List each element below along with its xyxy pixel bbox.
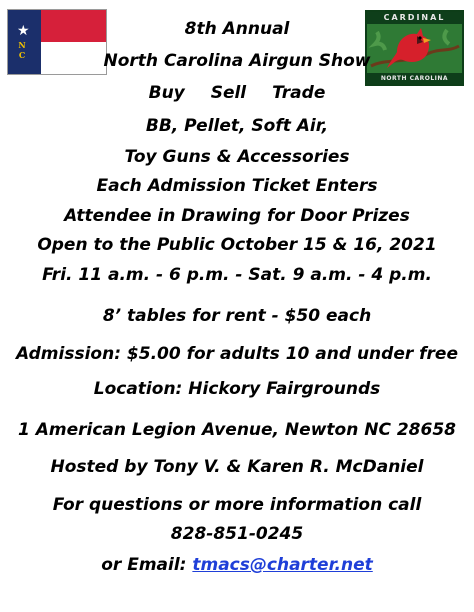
show-title: North Carolina Airgun Show [103, 51, 371, 71]
trade-label: Trade [272, 83, 326, 103]
sell-label: Sell [210, 83, 247, 103]
address-line: 1 American Legion Avenue, Newton NC 28658 [18, 420, 456, 440]
tables-line: 8’ tables for rent - $50 each [102, 306, 372, 326]
edition-line: 8th Annual [184, 19, 290, 39]
dates-line: Open to the Public October 15 & 16, 2021 [37, 235, 437, 255]
buy-label: Buy [148, 83, 185, 103]
emblem-top-label: CARDINAL [367, 12, 462, 24]
email-prefix: or Email: [101, 555, 187, 575]
star-icon: ★ [17, 23, 30, 39]
buy-sell-trade-line [0, 82, 474, 104]
admission-line: Admission: $5.00 for adults 10 and under free [16, 344, 458, 364]
products-line-2: Toy Guns & Accessories [124, 147, 350, 167]
hours-line: Fri. 11 a.m. - 6 p.m. - Sat. 9 a.m. - 4 p.m. [42, 265, 432, 285]
products-line-1: BB, Pellet, Soft Air, [145, 116, 329, 136]
ticket-line-1: Each Admission Ticket Enters [96, 176, 378, 196]
emblem-bottom-label: NORTH CAROLINA [367, 73, 462, 84]
ticket-line-2: Attendee in Drawing for Door Prizes [64, 206, 410, 226]
email-line [0, 554, 474, 576]
location-line: Location: Hickory Fairgrounds [93, 379, 381, 399]
phone-number: 828-851-0245 [170, 524, 304, 544]
email-link[interactable]: tmacs@charter.net [192, 555, 373, 575]
questions-line: For questions or more information call [52, 495, 422, 515]
flag-letters: N C [18, 40, 32, 60]
hosts-line: Hosted by Tony V. & Karen R. McDaniel [50, 457, 424, 477]
